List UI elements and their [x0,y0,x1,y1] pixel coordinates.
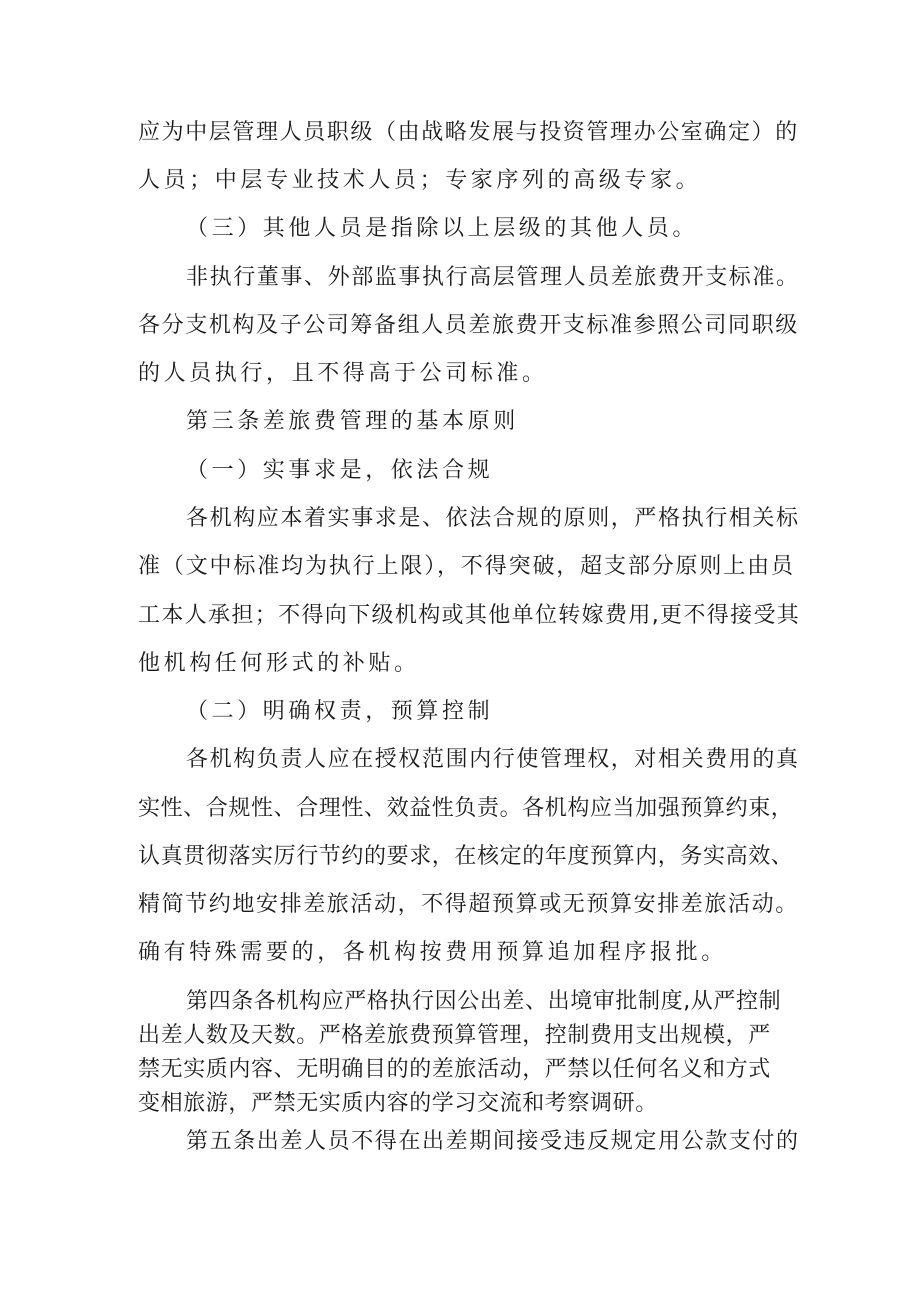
text-line: 各机构负责人应在授权范围内行使管理权，对相关费用的真 [186,747,800,772]
section-heading: 第三条差旅费管理的基本原则 [186,409,519,434]
text-line: 的人员执行，且不得高于公司标准。 [138,361,548,386]
text-line: 各机构应本着实事求是、依法合规的原则，严格执行相关标 [186,506,800,531]
text-line: 应为中层管理人员职级（由战略发展与投资管理办公室确定）的 [138,120,799,145]
text-line: 出差人数及天数。严格差旅费预算管理，控制费用支出规模，严 [138,1023,771,1048]
text-line: （三）其他人员是指除以上层级的其他人员。 [186,216,699,241]
text-line: 确有特殊需要的，各机构按费用预算追加程序报批。 [138,940,727,965]
text-line: 精简节约地安排差旅活动，不得超预算或无预算安排差旅活动。 [138,892,799,917]
text-line: 人员；中层专业技术人员；专家序列的高级专家。 [138,168,702,193]
text-line: 准（文中标准均为执行上限），不得突破，超支部分原则上由员 [138,554,795,579]
text-line: 禁无实质内容、无明确目的的差旅活动，严禁以任何名义和方式 [138,1057,771,1082]
text-line: 他机构任何形式的补贴。 [138,651,420,676]
text-line: 工本人承担；不得向下级机构或其他单位转嫁费用,更不得接受其 [138,603,801,628]
text-line: 各分支机构及子公司筹备组人员差旅费开支标准参照公司同职级 [138,313,799,338]
text-line: 变相旅游，严禁无实质内容的学习交流和考察调研。 [138,1091,658,1116]
text-line: 认真贯彻落实厉行节约的要求，在核定的年度预算内，务实高效、 [138,844,794,869]
subsection-heading: （二）明确权责，预算控制 [186,699,494,724]
subsection-heading: （一）实事求是，依法合规 [186,458,494,483]
text-line: 第四条各机构应严格执行因公出差、出境审批制度,从严控制 [186,989,782,1014]
text-line: 实性、合规性、合理性、效益性负责。各机构应当加强预算约束， [138,796,794,821]
text-line: 第五条出差人员不得在出差期间接受违反规定用公款支付的 [186,1129,800,1154]
text-line: 非执行董事、外部监事执行高层管理人员差旅费开支标准。 [186,265,800,290]
